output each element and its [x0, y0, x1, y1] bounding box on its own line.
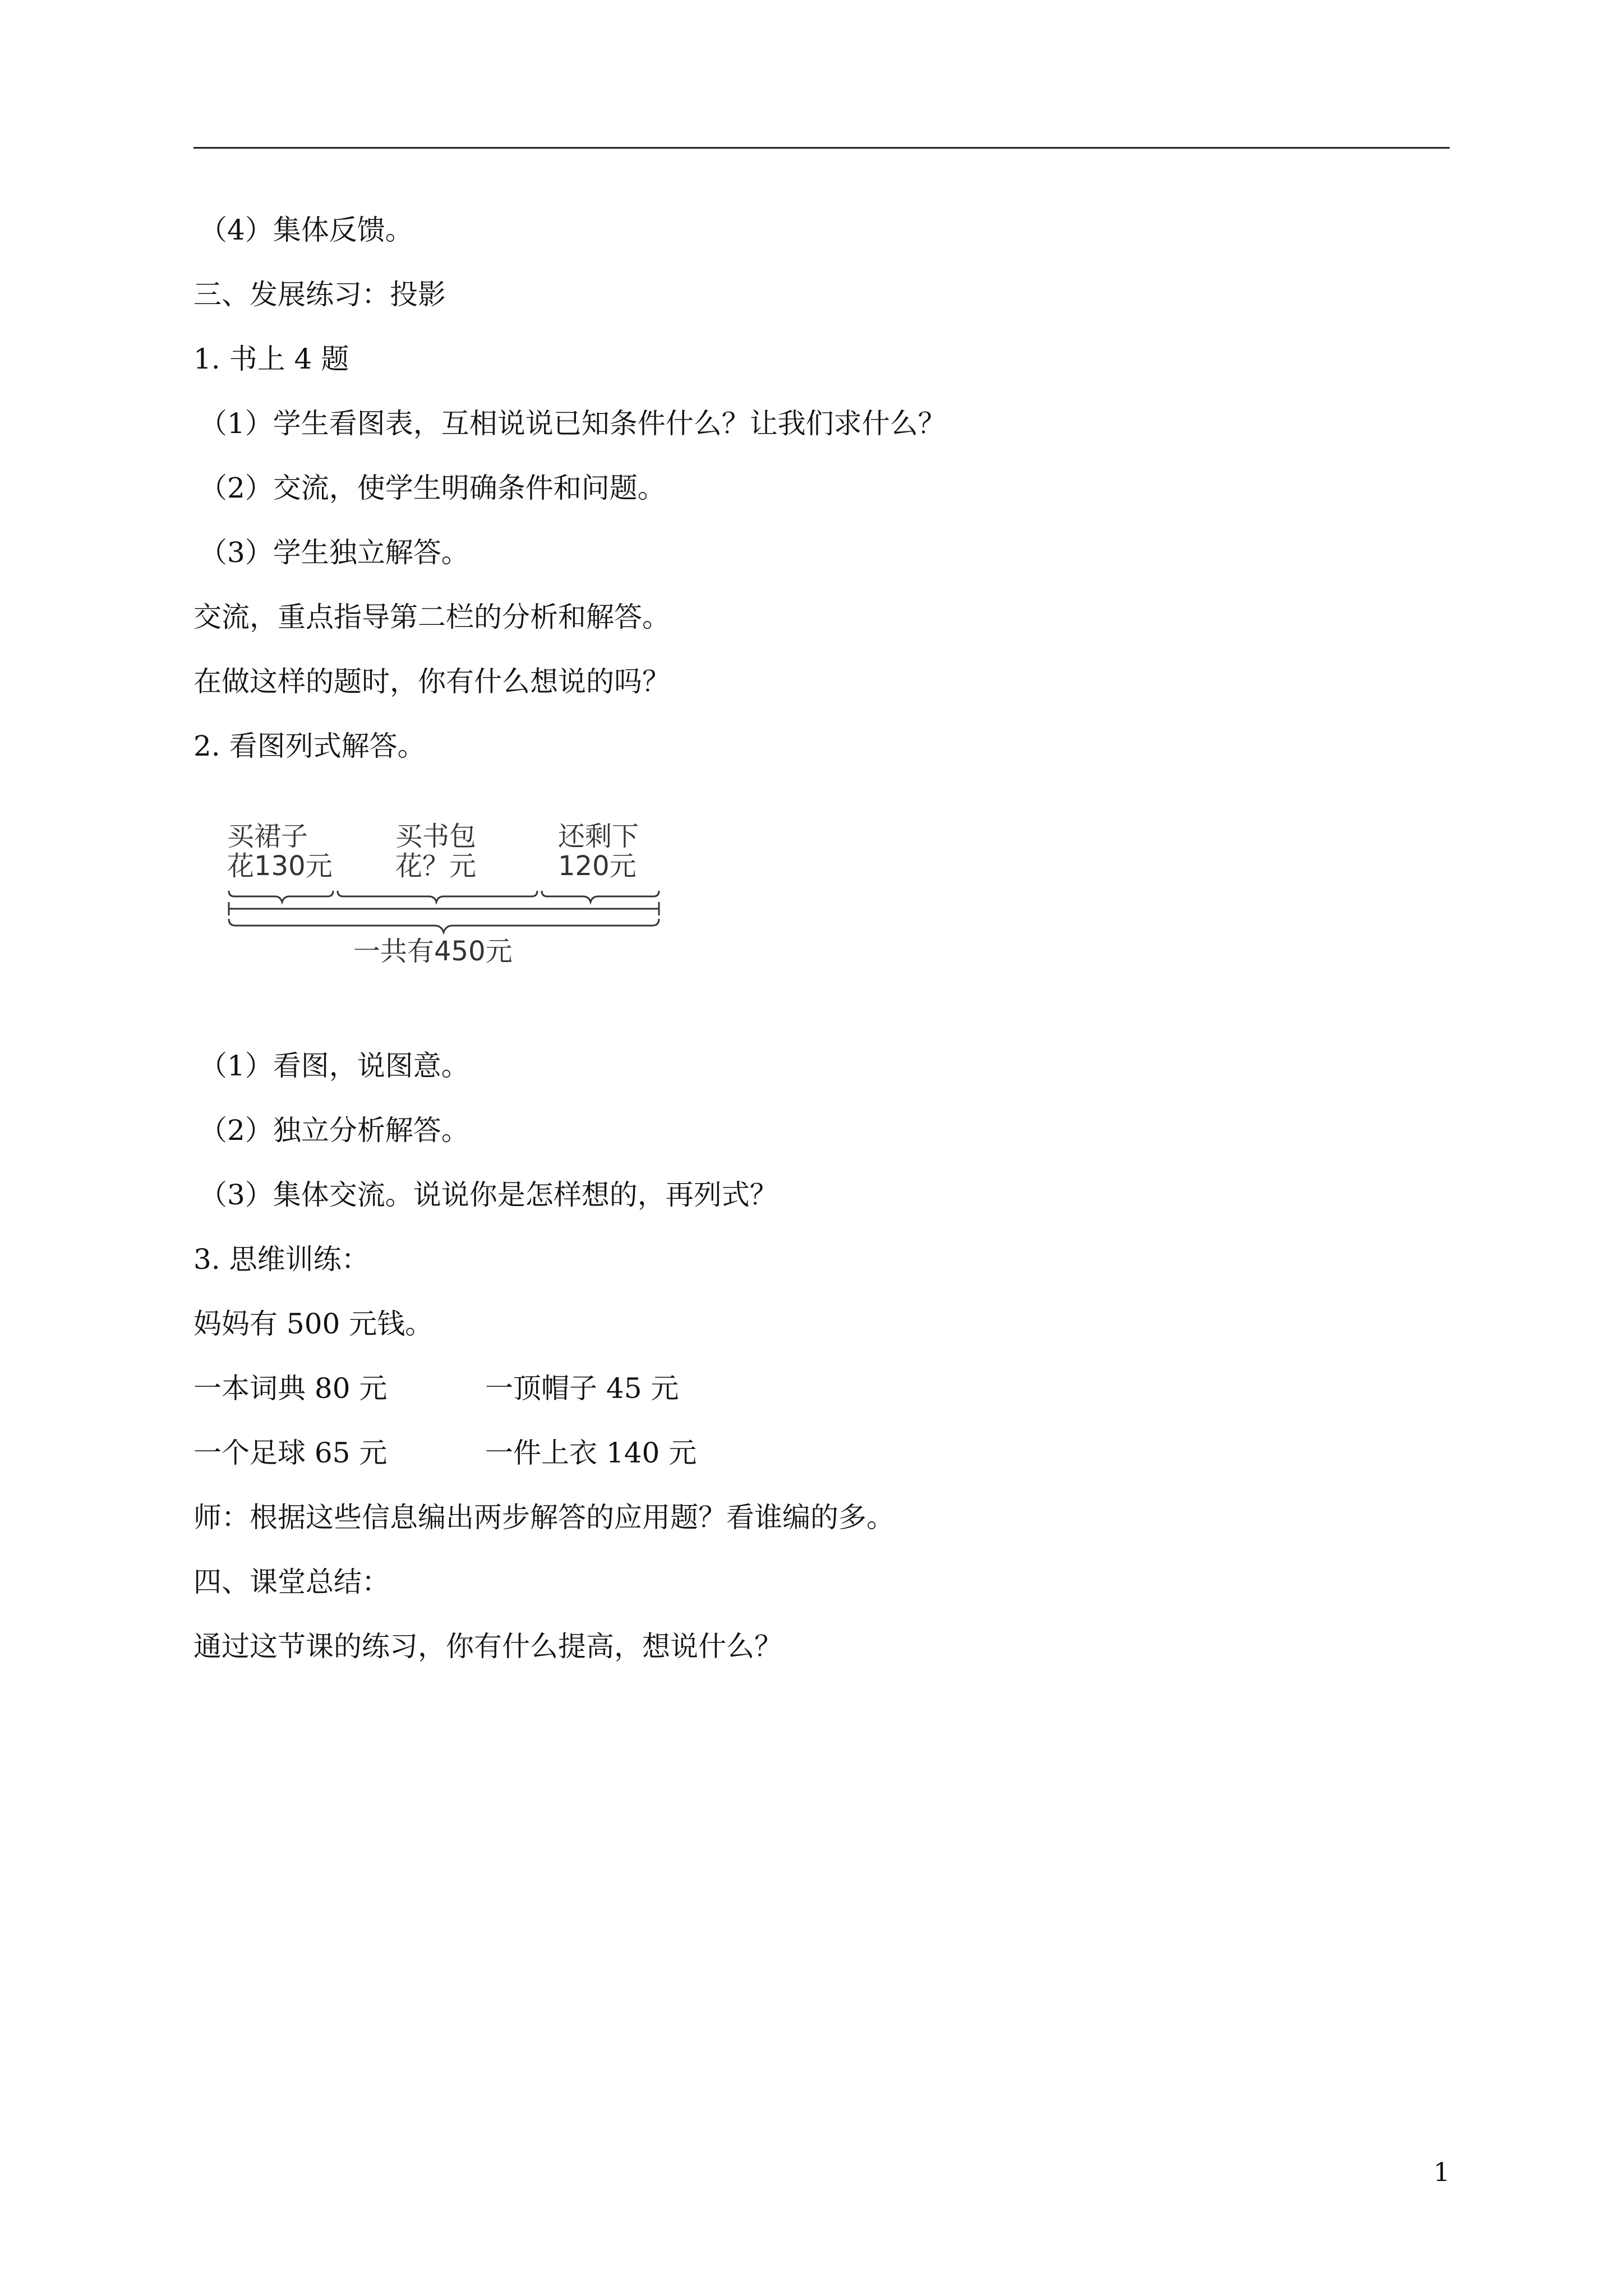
segment-1-amount: 花130元 — [227, 850, 333, 882]
text-line: 在做这样的题时，你有什么想说的吗？ — [193, 665, 670, 698]
segment-3-amount: 120元 — [558, 850, 637, 882]
item-left: 一个足球 65 元 — [193, 1437, 388, 1469]
text-line: （2）交流，使学生明确条件和问题。 — [199, 472, 666, 504]
text-line: （1）学生看图表，互相说说已知条件什么？让我们求什么？ — [199, 407, 946, 440]
line-segment-diagram — [219, 808, 673, 976]
text-line: （3）集体交流。说说你是怎样想的，再列式？ — [199, 1179, 778, 1211]
header-rule — [193, 147, 1450, 149]
text-line: 通过这节课的练习，你有什么提高，想说什么？ — [193, 1630, 782, 1663]
item-left: 一本词典 80 元 — [193, 1372, 388, 1405]
segment-2-label: 买书包 — [395, 821, 477, 852]
segment-2-brace — [338, 891, 537, 902]
segment-3-brace — [542, 891, 659, 902]
text-line: 3. 思维训练： — [193, 1243, 370, 1276]
page-number: 1 — [1433, 2157, 1450, 2187]
text-line: 师：根据这些信息编出两步解答的应用题？看谁编的多。 — [193, 1501, 895, 1534]
text-line: （4）集体反馈。 — [199, 214, 413, 246]
item-right: 一件上衣 140 元 — [485, 1437, 697, 1469]
total-brace — [229, 919, 659, 932]
total-label: 一共有450元 — [353, 936, 513, 967]
section-heading: 三、发展练习：投影 — [193, 278, 446, 311]
segment-2-amount: 花？元 — [395, 850, 477, 882]
text-line: （1）看图，说图意。 — [199, 1050, 469, 1082]
segment-3-label: 还剩下 — [558, 821, 639, 852]
text-line: 妈妈有 500 元钱。 — [193, 1308, 434, 1340]
text-line: （3）学生独立解答。 — [199, 536, 469, 569]
section-heading: 四、课堂总结： — [193, 1566, 390, 1598]
text-line: （2）独立分析解答。 — [199, 1114, 469, 1147]
segment-1-label: 买裙子 — [227, 821, 308, 852]
text-line: 交流，重点指导第二栏的分析和解答。 — [193, 601, 670, 633]
segment-1-brace — [229, 891, 333, 902]
item-right: 一顶帽子 45 元 — [485, 1372, 679, 1405]
text-line: 2. 看图列式解答。 — [193, 730, 426, 762]
text-line: 1. 书上 4 题 — [193, 343, 349, 375]
